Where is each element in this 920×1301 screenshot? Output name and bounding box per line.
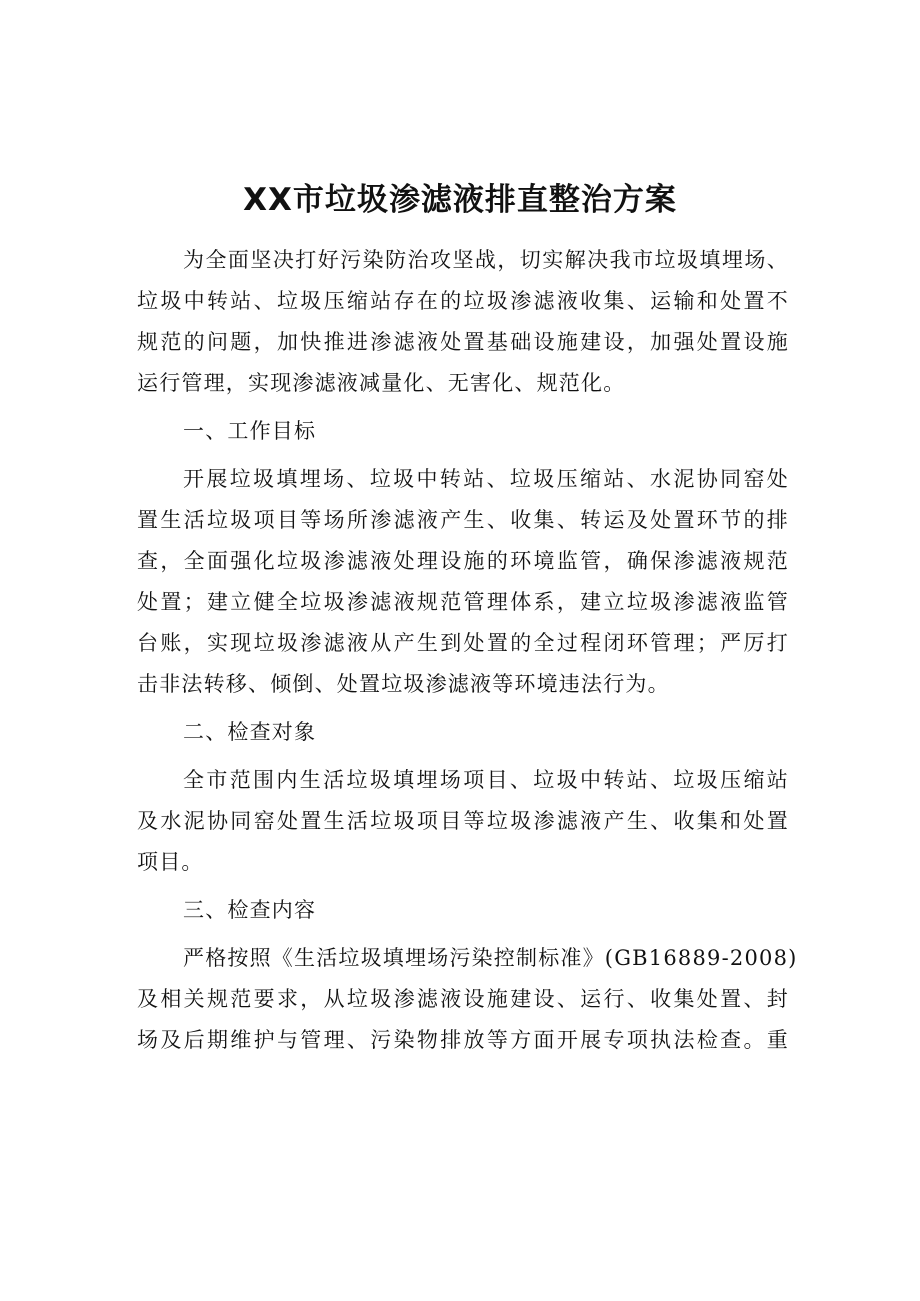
- text-line: 全市范围内生活垃圾填埋场项目、垃圾中转站、垃圾压缩站: [183, 768, 789, 792]
- section-heading: 一、工作目标: [183, 419, 317, 443]
- section-heading-content: [137, 890, 789, 931]
- section-heading: 三、检查内容: [183, 898, 317, 922]
- text-line: 严格按照《生活垃圾填埋场污染控制标准》(GB16889-2008): [183, 946, 798, 970]
- paragraph-targets: [137, 760, 789, 883]
- paragraph-goals: [137, 459, 789, 705]
- text-line: 运行管理，实现渗滤液减量化、无害化、规范化。: [137, 371, 626, 395]
- text-line: 规范的问题，加快推进渗滤液处置基础设施建设，加强处置设施: [137, 330, 789, 354]
- text-line: 及水泥协同窑处置生活垃圾项目等垃圾渗滤液产生、收集和处置: [137, 809, 789, 833]
- text-line: 为全面坚决打好污染防治攻坚战，切实解决我市垃圾填埋场、: [183, 248, 789, 272]
- text-line: 台账，实现垃圾渗滤液从产生到处置的全过程闭环管理；严厉打: [137, 631, 789, 655]
- section-heading-goals: [137, 411, 789, 452]
- paragraph-content: [137, 938, 798, 1061]
- text-line: 场及后期维护与管理、污染物排放等方面开展专项执法检查。重: [137, 1028, 789, 1052]
- text-line: 置生活垃圾项目等场所渗滤液产生、收集、转运及处置环节的排: [137, 508, 789, 532]
- text-line: 垃圾中转站、垃圾压缩站存在的垃圾渗滤液收集、运输和处置不: [137, 289, 789, 313]
- document-title: XX市垃圾渗滤液排直整治方案: [243, 182, 677, 218]
- text-line: 及相关规范要求，从垃圾渗滤液设施建设、运行、收集处置、封: [137, 987, 789, 1011]
- text-line: 项目。: [137, 850, 204, 874]
- document-body: [137, 240, 798, 1061]
- text-line: 处置；建立健全垃圾渗滤液规范管理体系，建立垃圾渗滤液监管: [137, 590, 789, 614]
- paragraph-intro: [137, 240, 789, 404]
- text-line: 开展垃圾填埋场、垃圾中转站、垃圾压缩站、水泥协同窑处: [183, 467, 789, 491]
- text-line: 击非法转移、倾倒、处置垃圾渗滤液等环境违法行为。: [137, 672, 670, 696]
- text-line: 查，全面强化垃圾渗滤液处理设施的环境监管，确保渗滤液规范: [137, 549, 789, 573]
- section-heading: 二、检查对象: [183, 720, 317, 744]
- section-heading-targets: [137, 712, 789, 753]
